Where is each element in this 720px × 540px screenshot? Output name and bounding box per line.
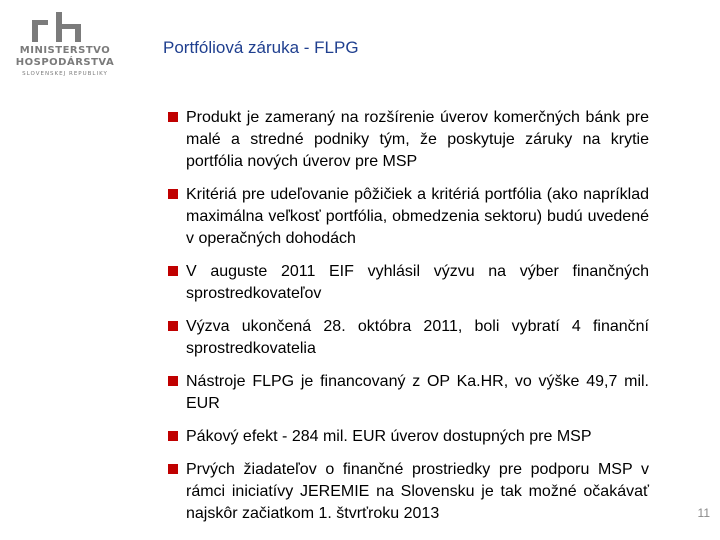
bullet-text: Pákový efekt - 284 mil. EUR úverov dostupných pre MSP	[186, 428, 592, 445]
bullet-text: Kritériá pre udeľovanie pôžičiek a kritériá portfólia (ako napríklad maximálna veľkosť portfólia, obmedzenia sektoru) budú uvedené v operačných dohodách	[186, 186, 649, 247]
slide-title: Portfóliová záruka - FLPG	[163, 38, 359, 57]
bullet-square-icon	[168, 464, 178, 474]
bullet-square-icon	[168, 189, 178, 199]
bullet-text: Produkt je zameraný na rozšírenie úverov komerčných bánk pre malé a stredné podniky tým, že poskytuje záruky na krytie portfólia nových úverov pre MSP	[186, 109, 649, 170]
bullet-square-icon	[168, 321, 178, 331]
logo-text-line-1: MINISTERSTVO	[19, 45, 111, 56]
bullet-text: Prvých žiadateľov o finančné prostriedky pre podporu MSP v rámci iniciatívy JEREMIE na Slovensku je tak možné očakávať najskôr začiatkom 1. štvrťroku 2013	[186, 461, 649, 522]
bullet-text: Výzva ukončená 28. októbra 2011, boli vybratí 4 finanční sprostredkovatelia	[186, 318, 649, 357]
ministry-logo	[10, 12, 120, 80]
rh-monogram-icon	[30, 12, 94, 42]
bullet-item	[167, 107, 649, 173]
bullet-item	[167, 261, 649, 305]
bullet-item	[167, 316, 649, 360]
bullet-text: Nástroje FLPG je financovaný z OP Ka.HR, vo výške 49,7 mil. EUR	[186, 373, 649, 412]
bullet-item	[167, 426, 649, 448]
bullet-list	[167, 107, 649, 536]
bullet-item	[167, 459, 649, 525]
bullet-text: V auguste 2011 EIF vyhlásil výzvu na výber finančných sprostredkovateľov	[186, 263, 649, 302]
bullet-square-icon	[168, 266, 178, 276]
page-number: 11	[697, 506, 710, 520]
bullet-square-icon	[168, 112, 178, 122]
bullet-item	[167, 371, 649, 415]
logo-text-line-2: HOSPODÁRSTVA	[15, 57, 115, 68]
logo-text-line-3: SLOVENSKEJ REPUBLIKY	[22, 71, 108, 77]
bullet-square-icon	[168, 431, 178, 441]
bullet-square-icon	[168, 376, 178, 386]
bullet-item	[167, 184, 649, 250]
